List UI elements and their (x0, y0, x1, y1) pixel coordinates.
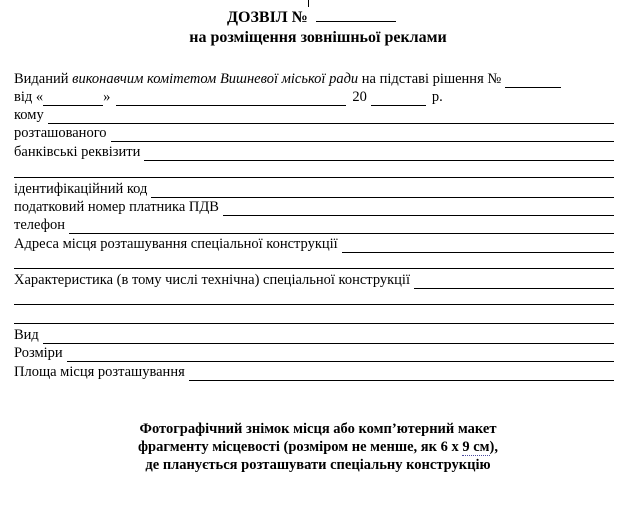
photo-size-value: 9 см (462, 439, 490, 455)
photo-note-line-2 (0, 439, 636, 456)
permit-title (227, 8, 396, 26)
id-code-label: ідентифікаційний код (14, 181, 148, 197)
bank-details-label: банківські реквізити (14, 144, 141, 160)
permit-subtitle: на розміщення зовнішньої реклами (189, 29, 447, 46)
photo-note-line-1: Фотографічний знімок місця або комп’ютерний макет (139, 421, 497, 437)
characteristics-label: Характеристика (в тому числі технічна) спеціальної конструкції (14, 272, 410, 288)
photo-note-line-2-end: ), (489, 439, 498, 455)
issuer-name: виконавчим комітетом Вишневої міської ради (72, 71, 359, 87)
date-quote-close: » (103, 89, 111, 105)
bank-details-line (14, 144, 614, 161)
characteristics-extra-line-2 (14, 323, 614, 324)
year-suffix: р. (431, 89, 443, 105)
address-line (14, 236, 614, 253)
year-prefix: 20 (352, 89, 367, 105)
whom-line (14, 107, 614, 124)
photo-note-line-3: де планується розташувати спеціальну конструкцію (145, 457, 491, 473)
id-code-blank (151, 184, 614, 198)
vat-number-line (14, 199, 614, 216)
issued-line (14, 71, 614, 88)
whom-blank (48, 110, 614, 124)
photo-note-line-2-start: фрагменту місцевості (розміром не менше, як 6 х (138, 439, 463, 455)
type-line (14, 327, 614, 344)
dimensions-label: Розміри (14, 345, 63, 361)
located-label: розташованого (14, 125, 107, 141)
permit-number-blank (316, 8, 396, 22)
dimensions-line (14, 345, 614, 362)
permit-title-text: ДОЗВІЛ № (227, 9, 308, 26)
located-blank (111, 128, 614, 142)
type-label: Вид (14, 327, 39, 343)
phone-blank (69, 220, 614, 234)
date-from-label: від « (14, 89, 44, 105)
area-line (14, 364, 614, 381)
top-mark (308, 0, 309, 7)
month-blank (116, 92, 346, 106)
phone-line (14, 217, 614, 234)
decision-number-blank (505, 74, 561, 88)
bank-details-blank (144, 147, 614, 161)
whom-label: кому (14, 107, 44, 123)
vat-number-label: податковий номер платника ПДВ (14, 199, 219, 215)
characteristics-line (14, 272, 614, 289)
vat-number-blank (223, 202, 614, 216)
issued-prefix: Виданий (14, 71, 69, 87)
bank-details-extra-line (14, 177, 614, 178)
year-blank (371, 92, 426, 106)
located-line (14, 125, 614, 142)
area-blank (189, 367, 614, 381)
phone-label: телефон (14, 217, 66, 233)
dimensions-blank (67, 348, 614, 362)
address-label: Адреса місця розташування спеціальної конструкції (14, 236, 338, 252)
address-blank (342, 239, 614, 253)
date-line (14, 89, 614, 106)
area-label: Площа місця розташування (14, 364, 185, 380)
decision-basis: на підставі рішення № (361, 71, 502, 87)
type-blank (43, 330, 614, 344)
characteristics-blank (414, 275, 614, 289)
characteristics-extra-line-1 (14, 304, 614, 305)
id-code-line (14, 181, 614, 198)
address-extra-line (14, 268, 614, 269)
day-blank (43, 92, 103, 106)
